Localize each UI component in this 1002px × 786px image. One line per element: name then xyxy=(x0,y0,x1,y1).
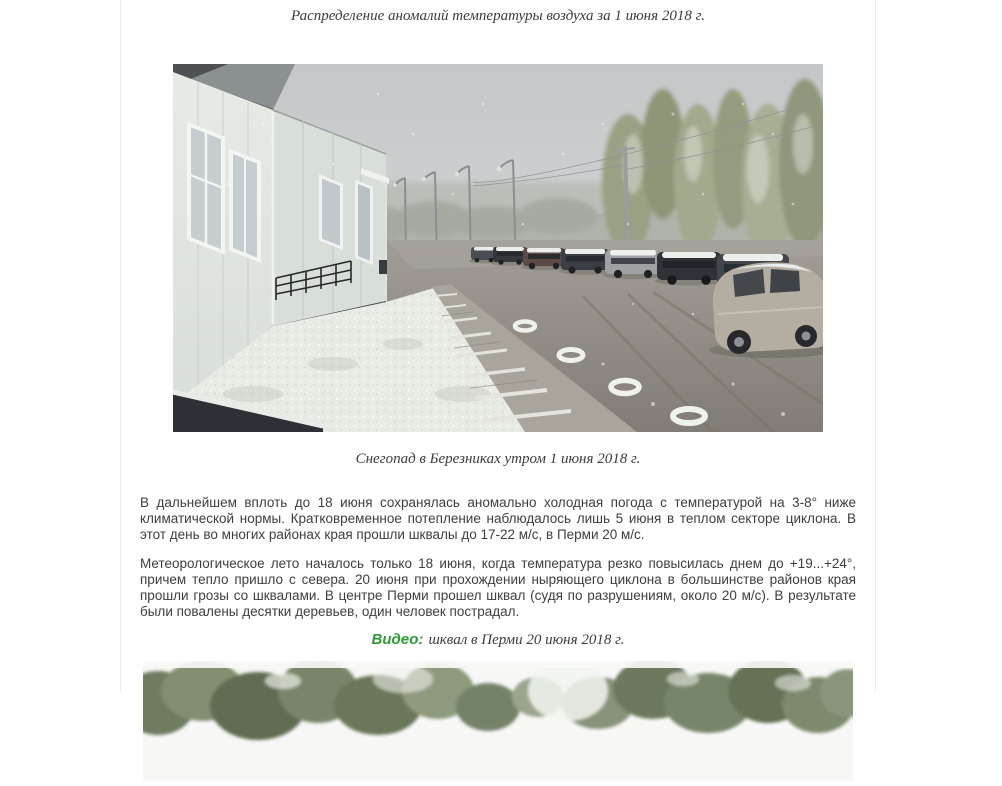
photo-caption: Снегопад в Березниках утром 1 июня 2018 г. xyxy=(355,451,641,467)
content-column xyxy=(120,0,876,692)
snowfall-photo-graphic xyxy=(173,64,823,432)
video-label: Видео: xyxy=(371,631,424,648)
paragraph-1: В дальнейшем вплоть до 18 июня сохранялась аномально холодная погода с температурой на 3-8° ниже климатической нормы. Кратковременное потепление наблюдалось лишь 5 июня в теплом секторе циклона. В этот день во многих районах края прошли шквалы до 17-22 м/с, в Перми 20 м/с. xyxy=(140,495,856,542)
snowfall-photo xyxy=(173,64,823,432)
video-description: шквал в Перми 20 июня 2018 г. xyxy=(428,632,625,648)
trees-photo-graphic xyxy=(143,661,853,781)
page-title: Распределение аномалий температуры воздуха за 1 июня 2018 г. xyxy=(291,8,705,24)
paragraph-2: Метеорологическое лето началось только 18 июня, когда температура резко повысилась днем до +19...+24°, причем тепло пришло с севера. 20 июня при прохождении ныряющего циклона в большинстве районов края прошли грозы со шквалами. В центре Перми прошел шквал (судя по разрушениям, около 20 м/с). В результате были повалены десятки деревьев, один человек пострадал. xyxy=(140,556,856,619)
video-line xyxy=(140,631,856,649)
trees-photo xyxy=(143,661,853,781)
